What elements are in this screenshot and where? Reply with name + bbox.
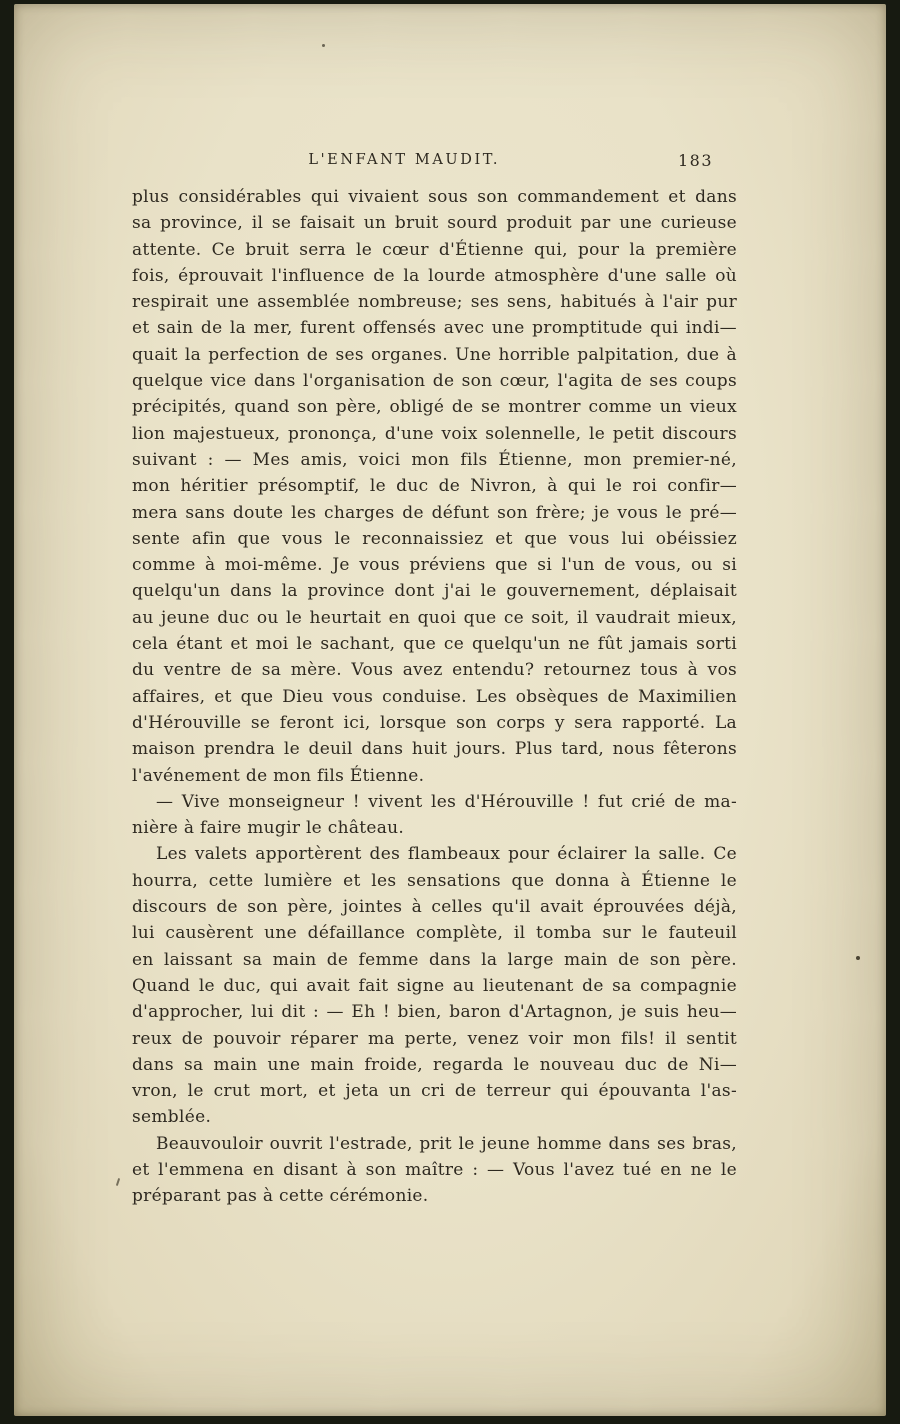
paragraph — [132, 184, 737, 789]
text-line: Beauvouloir ouvrit l'estrade, prit le jeune homme dans ses bras, — [156, 1133, 737, 1154]
text-line: quelque vice dans l'organisation de son cœur, l'agita de ses coups — [132, 371, 737, 392]
text-line: mera sans doute les charges de défunt son frère; je vous le pré— — [132, 502, 737, 523]
text-line: dans sa main une main froide, regarda le nouveau duc de Ni— — [132, 1054, 737, 1075]
text-line: vron, le crut mort, et jeta un cri de terreur qui épouvanta l'as- — [132, 1081, 737, 1102]
paragraph — [132, 1131, 737, 1210]
dust-speck — [856, 956, 860, 960]
text-line: du ventre de sa mère. Vous avez entendu? retournez tous à vos — [132, 660, 737, 681]
text-line: préparant pas à cette cérémonie. — [132, 1186, 429, 1207]
text-line: sente afin que vous le reconnaissiez et que vous lui obéissiez — [132, 528, 737, 549]
text-line: l'avénement de mon fils Étienne. — [132, 765, 425, 786]
text-line: comme à moi-même. Je vous préviens que si l'un de vous, ou si — [132, 555, 737, 576]
text-line: Quand le duc, qui avait fait signe au lieutenant de sa compagnie — [132, 975, 737, 996]
running-title: L'ENFANT MAUDIT. — [308, 152, 501, 168]
text-line: attente. Ce bruit serra le cœur d'Étienne qui, pour la première — [132, 239, 737, 260]
text-line: fois, éprouvait l'influence de la lourde atmosphère d'une salle où — [132, 265, 737, 286]
text-line: respirait une assemblée nombreuse; ses sens, habitués à l'air pur — [132, 292, 737, 313]
text-line: reux de pouvoir réparer ma perte, venez voir mon fils! il sentit — [132, 1028, 737, 1049]
page-body — [132, 184, 737, 1210]
dust-speck — [116, 1178, 120, 1186]
text-line: et sain de la mer, furent offensés avec une promptitude qui indi— — [132, 318, 737, 339]
text-line: discours de son père, jointes à celles qu'il avait éprouvées déjà, — [132, 897, 737, 918]
text-line: affaires, et que Dieu vous conduise. Les obsèques de Maximilien — [132, 686, 737, 707]
text-block — [132, 152, 737, 1210]
text-line: plus considérables qui vivaient sous son commandement et dans — [132, 187, 737, 207]
text-line: d'approcher, lui dit : — Eh ! bien, baron d'Artagnon, je suis heu— — [132, 1002, 737, 1023]
text-line: cela étant et moi le sachant, que ce quelqu'un ne fût jamais sorti — [132, 634, 737, 655]
text-line: d'Hérouville se feront ici, lorsque son corps y sera rapporté. La — [132, 712, 737, 733]
text-line: suivant : — Mes amis, voici mon fils Étienne, mon premier-né, — [132, 449, 737, 470]
text-line: précipités, quand son père, obligé de se montrer comme un vieux — [132, 397, 737, 418]
text-line: — Vive monseigneur ! vivent les d'Hérouville ! fut crié de ma- — [156, 791, 737, 812]
book-page — [14, 4, 886, 1416]
text-line: nière à faire mugir le château. — [132, 818, 405, 839]
paragraph — [132, 789, 737, 842]
text-line: Les valets apportèrent des flambeaux pour éclairer la salle. Ce — [156, 844, 737, 865]
text-line: hourra, cette lumière et les sensations que donna à Étienne le — [132, 870, 737, 891]
text-line: sa province, il se faisait un bruit sourd produit par une curieuse — [132, 213, 737, 234]
page-header — [132, 152, 737, 170]
text-line: et l'emmena en disant à son maître : — Vous l'avez tué en ne le — [132, 1159, 737, 1180]
text-line: mon héritier présomptif, le duc de Nivron, à qui le roi confir— — [132, 476, 737, 497]
text-line: en laissant sa main de femme dans la large main de son père. — [132, 949, 737, 970]
text-line: quelqu'un dans la province dont j'ai le gouvernement, déplaisait — [132, 581, 737, 602]
page-number: 183 — [677, 151, 713, 170]
dust-speck — [322, 44, 325, 47]
text-line: quait la perfection de ses organes. Une horrible palpitation, due à — [132, 344, 737, 365]
text-line: semblée. — [132, 1107, 212, 1128]
text-line: maison prendra le deuil dans huit jours. Plus tard, nous fêterons — [132, 739, 737, 760]
text-line: lui causèrent une défaillance complète, il tomba sur le fauteuil — [132, 923, 737, 944]
text-line: lion majestueux, prononça, d'une voix solennelle, le petit discours — [132, 423, 737, 444]
text-line: au jeune duc ou le heurtait en quoi que ce soit, il vaudrait mieux, — [132, 607, 737, 628]
paragraph — [132, 841, 737, 1130]
